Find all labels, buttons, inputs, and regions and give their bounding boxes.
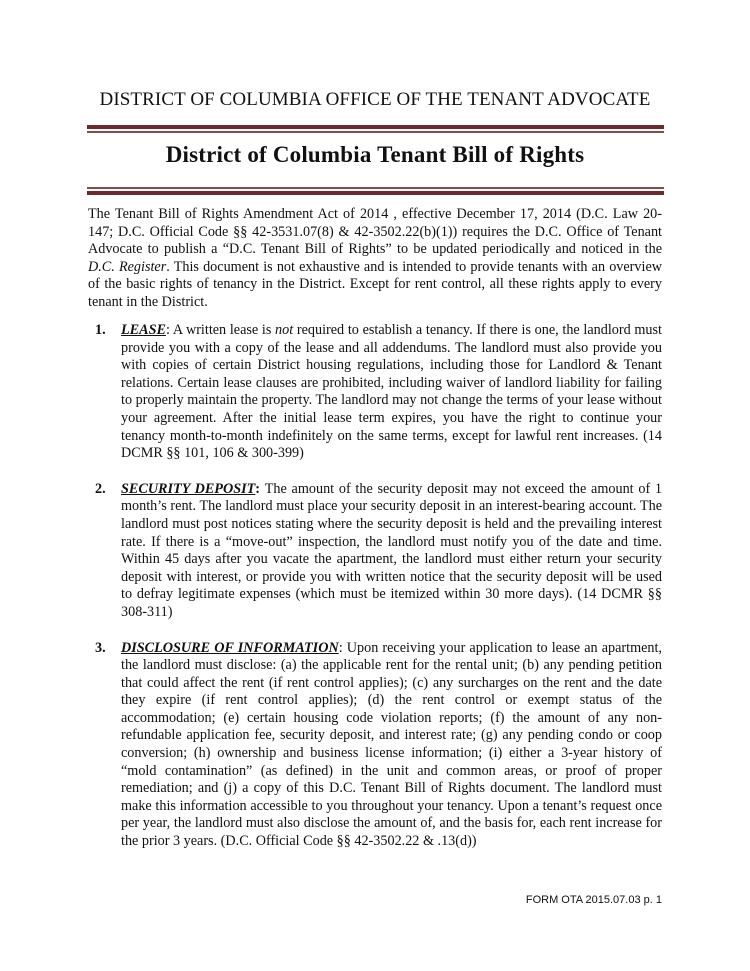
- intro-register: D.C. Register: [88, 258, 167, 275]
- item-emphasis: not: [275, 322, 294, 338]
- item-text: required to establish a tenancy. If there is one, the landlord must provide you with a copy of the lease and all addendums. The landlord must also provide you with copies of certain District housing regulations, including those for Landlord & Tenant relations. Certain lease clauses are prohibited, including waiver of landlord liability for failing to properly maintain the property. The landlord may not change the terms of your lease without your agreement. After the initial lease term expires, you have the right to continue your tenancy month-to-month indefinitely on the same terms, except for lawful rent increases. (14 DCMR §§ 101, 106 & 300-399): [121, 322, 662, 462]
- rights-item-security-deposit: [95, 481, 662, 622]
- item-heading: DISCLOSURE OF INFORMATION: [121, 639, 339, 656]
- intro-paragraph: [88, 206, 662, 312]
- rights-list: [95, 322, 662, 851]
- item-number: 3.: [95, 639, 106, 656]
- intro-text-part1: The Tenant Bill of Rights Amendment Act of 2014 , effective December 17, 2014 (D.C. Law 20-147; D.C. Official Code §§ 42-3531.07(8) & 42-3502.22(b)(1)) requires the D.C. Office of Tenant Advocate to publish a “D.C. Tenant Bill of Rights” to be updated periodically and noticed in the: [88, 206, 662, 258]
- item-text: The amount of the security deposit may not exceed the amount of 1 month’s rent. The landlord must place your security deposit in an interest-bearing account. The landlord must post notices stating where the security deposit is held and the prevailing interest rate. If there is a “move-out” inspection, the landlord must notify you of the date and time. Within 45 days after you vacate the apartment, the landlord must either return your security deposit with interest, or provide you with written notice that the security deposit will be used to defray legitimate expenses (which must be itemized within 30 more days). (14 DCMR §§ 308-311): [121, 480, 662, 620]
- item-number: 2.: [95, 480, 106, 497]
- form-footer: FORM OTA 2015.07.03 p. 1: [525, 894, 662, 906]
- item-separator: :: [165, 322, 173, 338]
- item-separator: :: [255, 480, 265, 497]
- item-number: 1.: [95, 322, 106, 338]
- item-separator: :: [338, 639, 347, 656]
- document-title: District of Columbia Tenant Bill of Rights: [165, 142, 585, 167]
- item-heading: SECURITY DEPOSIT: [121, 480, 256, 497]
- rights-item-disclosure: [95, 640, 662, 851]
- item-heading: LEASE: [121, 322, 166, 338]
- intro-text-part2: . This document is not exhaustive and is intended to provide tenants with an overview of the basic rights of tenancy in the District. Except for rent control, all these rights apply to every tenant in the District.: [88, 258, 662, 310]
- header-divider-top: [87, 125, 664, 133]
- header-divider-bottom: [87, 187, 664, 195]
- item-text: Upon receiving your application to lease an apartment, the landlord must disclose: (a) the applicable rent for the rental unit; (b) any pending petition that could affect the rent (if rent control applies); (c) any surcharges on the rent and the date they expire (if rent control applies); (d) the rent control or exempt status of the accommodation; (e) certain housing code violation reports; (f) the amount of any non-refundable application fee, security deposit, and interest rate; (g) any pending condo or coop conversion; (h) ownership and business license information; (i) either a 3-year history of “mold contamination” (as defined) in the unit and common areas, or proof of proper remediation; and (j) a copy of this D.C. Tenant Bill of Rights document. The landlord must make this information accessible to you throughout your tenancy. Upon a tenant’s request once per year, the landlord must also disclose the amount of, and the basis for, each rent increase for the prior 3 years. (D.C. Official Code §§ 42-3502.22 & .13(d)): [121, 639, 662, 850]
- item-text: A written lease is: [172, 322, 276, 338]
- rights-item-lease: [95, 322, 662, 463]
- office-header: DISTRICT OF COLUMBIA OFFICE OF THE TENANT ADVOCATE: [99, 89, 651, 110]
